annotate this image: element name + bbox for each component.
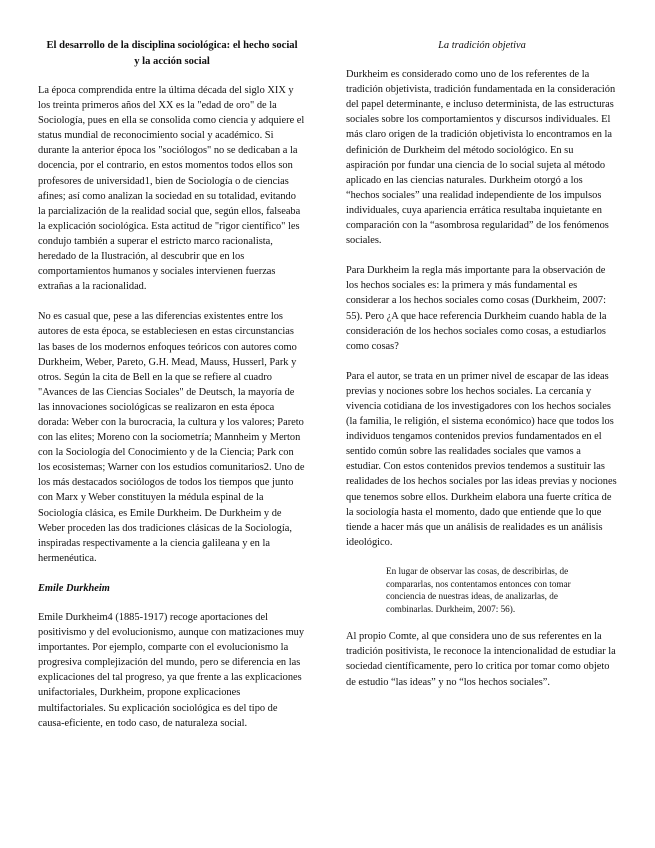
- body-paragraph: Para Durkheim la regla más importante para la observación de los hechos sociales es: la primera y más fundamental es considerar a los hechos sociales como cosas (Durkheim, 2007: 55). Pero ¿A que hace referencia Durkheim cuando habla de la consideración de los hechos sociales como cosas, a estudiarlos como cosas?: [346, 265, 607, 352]
- left-column: [38, 38, 306, 746]
- section-heading-tradicion-objetiva: La tradición objetiva: [438, 40, 526, 51]
- right-column: [346, 38, 618, 705]
- section-title: El desarrollo de la disciplina sociológica: el hecho social y la acción social: [46, 40, 298, 67]
- body-paragraph: La época comprendida entre la última década del siglo XIX y los treinta primeros años del XX es la "edad de oro" de la Sociología, pues en ella se consolida como ciencia y adquiere el status mundial de reconocimiento social y académico. Si durante la anterior época los "sociólogos" no se dedicaban a la docencia, por el contrario, en estos momentos todos ellos son profesores de universidad1, bien de Sociología o de ciencias afines; así como analizan la sociedad en su totalidad, evitando la parcialización de la realidad social que, según ellos, falseaba la explicación sociológica. Esta actitud de "rigor científico" les condujo también a superar el estricto marco racionalista, heredado de la Ilustración, al descubrir que en los comportamientos humanos y sociales intervienen fuerzas extrañas a la racionalidad.: [38, 85, 305, 293]
- body-paragraph: Para el autor, se trata en un primer nivel de escapar de las ideas previas y nociones sobre los hechos sociales. La cercanía y vivencia cotidiana de los investigadores con los hechos sociales (la familia, le religión, el sistema económico) hace que todos los individuos tengamos contenidos previos fundamentados en el sentido común sobre las realidades sociales que vamos a estudiar. Con estos contenidos previos tendemos a sustituir las realidades de los hechos sociales por las ideas previas y nociones que tenemos sobre ellos. Durkheim elabora una fuerte crítica de la sociología hasta el momento, dado que entiende que lo que tiende a hacer más que un análisis de realidades es un análisis ideológico.: [346, 370, 617, 548]
- body-paragraph: No es casual que, pese a las diferencias existentes entre los autores de esta época, se estableciesen en estas circunstancias las bases de los modernos enfoques teóricos con autores como Durkheim, Weber, Pareto, G.H. Mead, Mauss, Husserl, Park y otros. Según la cita de Bell en la que se refiere al cuadro "Avances de las Ciencias Sociales" de Deutsch, la mayoría de las innovaciones sociológicas se realizaron en esta época dorada: Weber con la burocracia, la cultura y los valores; Pareto con las elites; Moreno con la sociometría; Mannheim y Merton con la Sociología del Conocimiento y de la Ciencia; Park con los ecosistemas; Warner con los estudios comunitarios2. Uno de los más destacados sociólogos de todos los tiempos que junto con Marx y Weber constituyen la médula espinal de la Sociología clásica, es Emile Durkheim. De Durkheim y de Weber proceden las dos tradiciones clásicas de la Sociología, inspiradas respectivamente a la ciencia galileana y en la hermenéutica.: [38, 311, 305, 564]
- body-paragraph: Durkheim es considerado como uno de los referentes de la tradición objetivista, tradición fundamentada en la consideración del papel determinante, e incluso determinista, de las estructuras sociales sobre los comportamientos y discursos individuales. El más claro origen de la tradición objetivista lo encontramos en la definición de Durkheim del método sociológico. En su aspiración por fundar una ciencia de lo social sujeta al método aplicado en las ciencias naturales. Durkheim otorgó a los “hechos sociales” una realidad independiente de los impulsos individuales, cuya apariencia errática resultaba inquietante en comparación con la “asombrosa regularidad” de los fenómenos sociales.: [346, 69, 616, 247]
- body-paragraph: Al propio Comte, al que considera uno de sus referentes en la tradición positivista, le reconoce la intencionalidad de estudiar la sociedad científicamente, pero lo critica por tomar como objeto de estudio “las ideas” y no “los hechos sociales”.: [346, 631, 616, 688]
- block-quote: En lugar de observar las cosas, de describirlas, de compararlas, nos contentamos entonces con tomar conciencia de nuestras ideas, de analizarlas, de combinarlas. Durkheim, 2007: 56).: [386, 565, 571, 614]
- body-paragraph: Emile Durkheim4 (1885-1917) recoge aportaciones del positivismo y del evolucionismo, aunque con matizaciones muy importantes. Por ejemplo, comparte con el evolucionismo la progresiva complejización del mundo, pero se diferencia en las explicaciones del tal progreso, ya que frente a las explicaciones unifactoriales, Durkheim, propone explicaciones multifactoriales. Su explicación sociológica es del tipo de causa-eficiente, en todo caso, de naturaleza social.: [38, 612, 305, 729]
- subheading-emile-durkheim: Emile Durkheim: [38, 582, 110, 594]
